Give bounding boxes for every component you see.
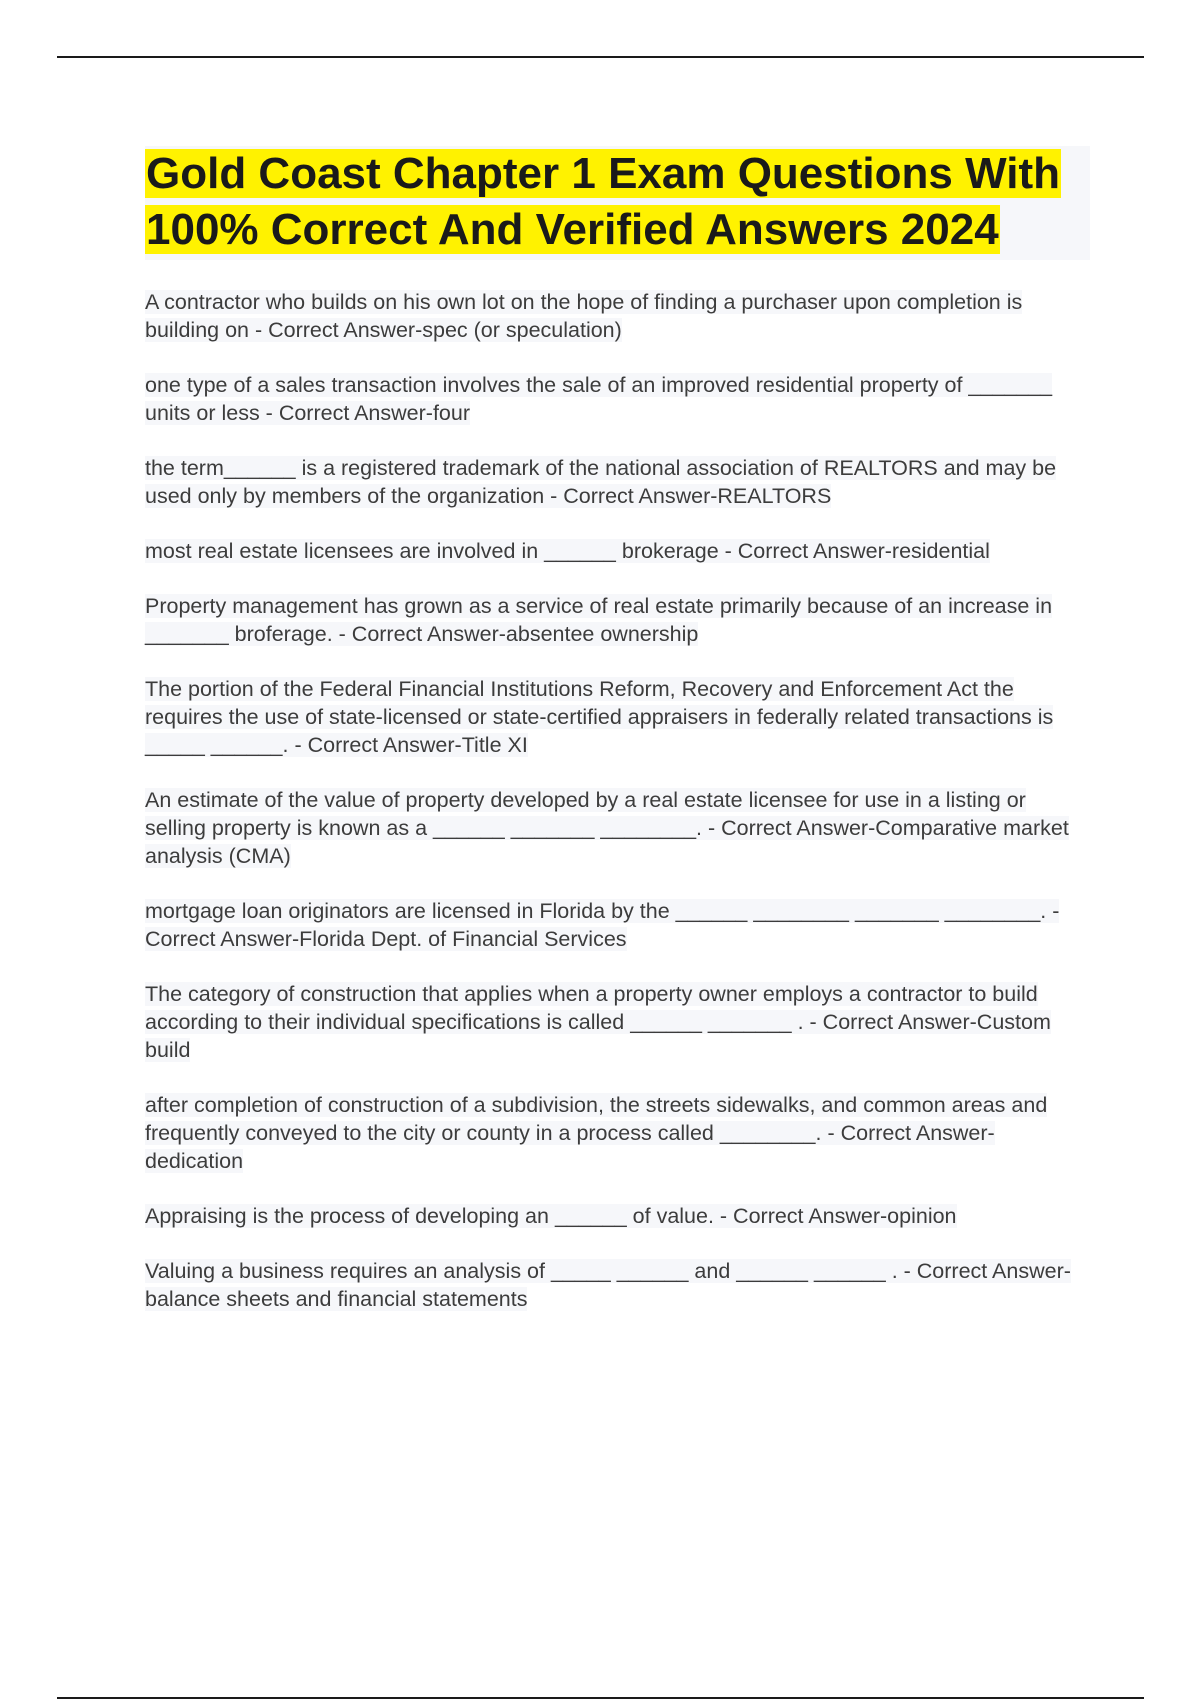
qa-item: An estimate of the value of property developed by a real estate licensee for use in a listing or selling property is known as a ______ _______ ________. - Correct Answer-Comparative market analysis (CMA) <box>145 788 1069 868</box>
title-block <box>145 146 1090 260</box>
qa-item: Appraising is the process of developing an ______ of value. - Correct Answer-opinion <box>145 1204 957 1228</box>
top-rule <box>57 56 1144 58</box>
document-title <box>145 146 1090 258</box>
qa-item: one type of a sales transaction involves the sale of an improved residential property of _______ units or less - Correct Answer-four <box>145 373 1053 425</box>
title-highlight: Gold Coast Chapter 1 Exam Questions With 100% Correct And Verified Answers 2024 <box>146 149 1060 254</box>
qa-item: Valuing a business requires an analysis of _____ ______ and ______ ______ . - Correct Answer-balance sheets and financial statements <box>145 1259 1071 1311</box>
qa-item: A contractor who builds on his own lot on the hope of finding a purchaser upon completion is building on - Correct Answer-spec (or speculation) <box>145 290 1023 342</box>
qa-item: The category of construction that applies when a property owner employs a contractor to build according to their individual specifications is called ______ _______ . - Correct Answer-Custom build <box>145 982 1051 1062</box>
qa-item: most real estate licensees are involved in ______ brokerage - Correct Answer-residential <box>145 539 990 563</box>
qa-item: mortgage loan originators are licensed in Florida by the ______ ________ _______ ________. - Correct Answer-Florida Dept. of Financial Services <box>145 899 1060 951</box>
bottom-rule <box>57 1697 1144 1699</box>
qa-item: after completion of construction of a subdivision, the streets sidewalks, and common areas and frequently conveyed to the city or county in a process called ________. - Correct Answer-dedication <box>145 1093 1048 1173</box>
qa-item: the term______ is a registered trademark of the national association of REALTORS and may be used only by members of the organization - Correct Answer-REALTORS <box>145 456 1057 508</box>
qa-item: The portion of the Federal Financial Institutions Reform, Recovery and Enforcement Act the requires the use of state-licensed or state-certified appraisers in federally related transactions is _____ ______. - Correct Answer-Title XI <box>145 677 1054 757</box>
qa-item: Property management has grown as a service of real estate primarily because of an increase in _______ broferage. - Correct Answer-absentee ownership <box>145 594 1053 646</box>
document-body <box>145 146 1090 1340</box>
